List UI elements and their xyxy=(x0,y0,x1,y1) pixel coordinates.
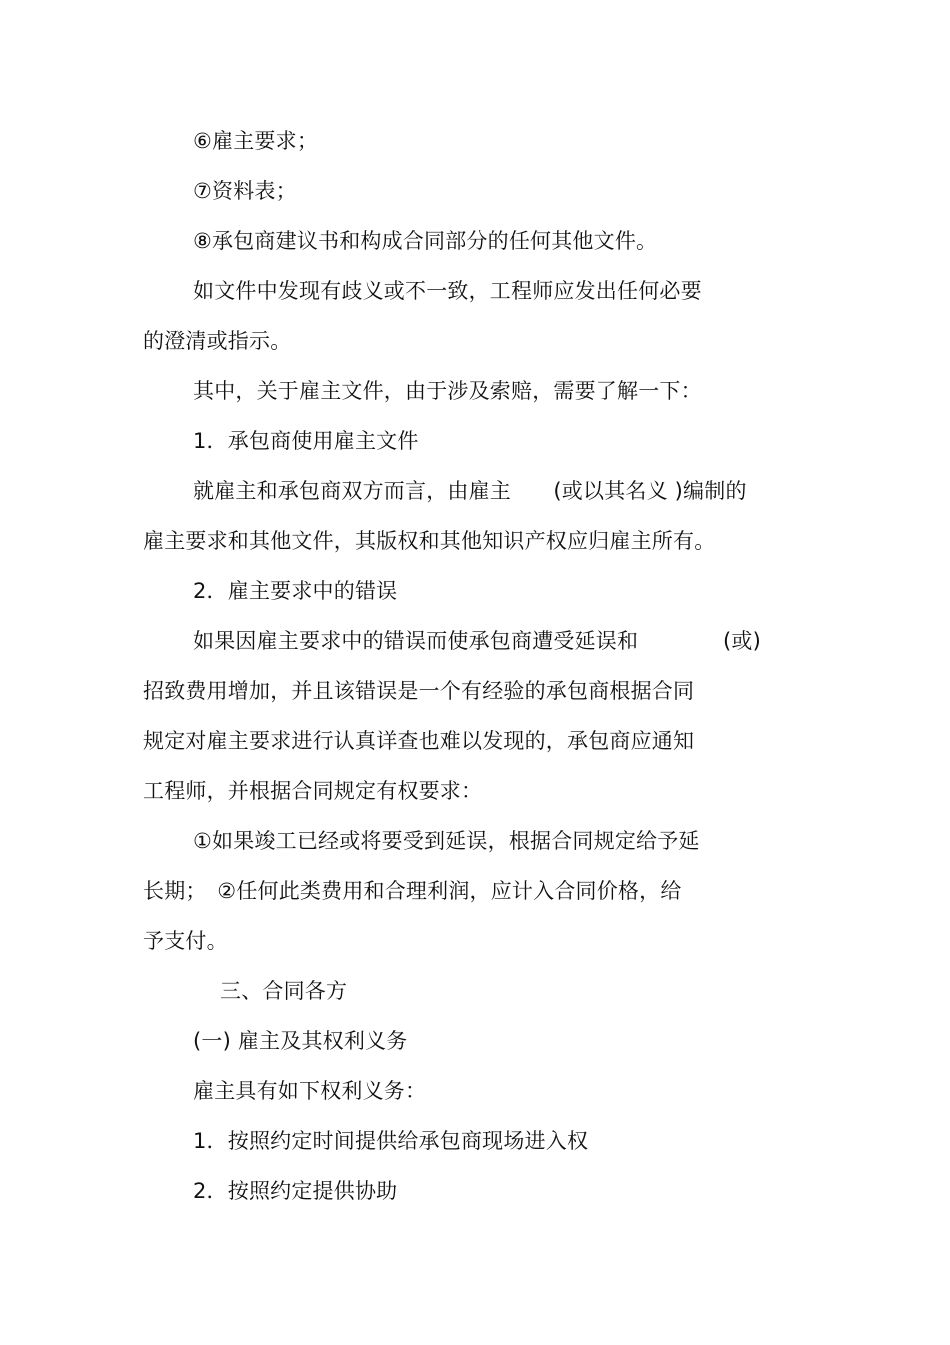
chapter-heading-parties: 三、合同各方 xyxy=(220,979,348,1003)
subheading-employer: (一) 雇主及其权利义务 xyxy=(193,1029,408,1053)
paragraph-copyright: 就雇主和承包商双方而言，由雇主 (或以其名义 )编制的 xyxy=(193,479,747,503)
paragraph-errors-cont-2: 规定对雇主要求进行认真详查也难以发现的，承包商应通知 xyxy=(143,729,695,753)
list-item-payment: 予支付。 xyxy=(143,929,228,953)
list-item-site-access: 1．按照约定时间提供给承包商现场进入权 xyxy=(193,1129,589,1153)
list-item-extension-cont: 长期； ②任何此类费用和合理利润，应计入合同价格，给 xyxy=(143,879,682,903)
paragraph-copyright-cont: 雇主要求和其他文件，其版权和其他知识产权应归雇主所有。 xyxy=(143,529,716,553)
paragraph-errors-cont-1: 招致费用增加，并且该错误是一个有经验的承包商根据合同 xyxy=(143,679,695,703)
paragraph-errors: 如果因雇主要求中的错误而使承包商遭受延误和 (或) xyxy=(193,629,761,653)
paragraph-ambiguity: 如文件中发现有歧义或不一致，工程师应发出任何必要 xyxy=(193,279,702,303)
list-item-schedules: ⑦资料表； xyxy=(193,179,297,203)
paragraph-employer-documents: 其中，关于雇主文件，由于涉及索赔，需要了解一下： xyxy=(193,379,702,403)
list-item-contractor-proposal: ⑧承包商建议书和构成合同部分的任何其他文件。 xyxy=(193,229,658,253)
list-item-employer-requirements: ⑥雇主要求； xyxy=(193,129,319,153)
paragraph-ambiguity-cont: 的澄清或指示。 xyxy=(143,329,292,353)
list-item-extension: ①如果竣工已经或将要受到延误，根据合同规定给予延 xyxy=(193,829,700,853)
list-item-assistance: 2．按照约定提供协助 xyxy=(193,1179,398,1203)
paragraph-employer-rights: 雇主具有如下权利义务： xyxy=(193,1079,427,1103)
section-heading-1: 1．承包商使用雇主文件 xyxy=(193,429,419,453)
paragraph-errors-cont-3: 工程师，并根据合同规定有权要求： xyxy=(143,779,483,803)
section-heading-2: 2．雇主要求中的错误 xyxy=(193,579,398,603)
